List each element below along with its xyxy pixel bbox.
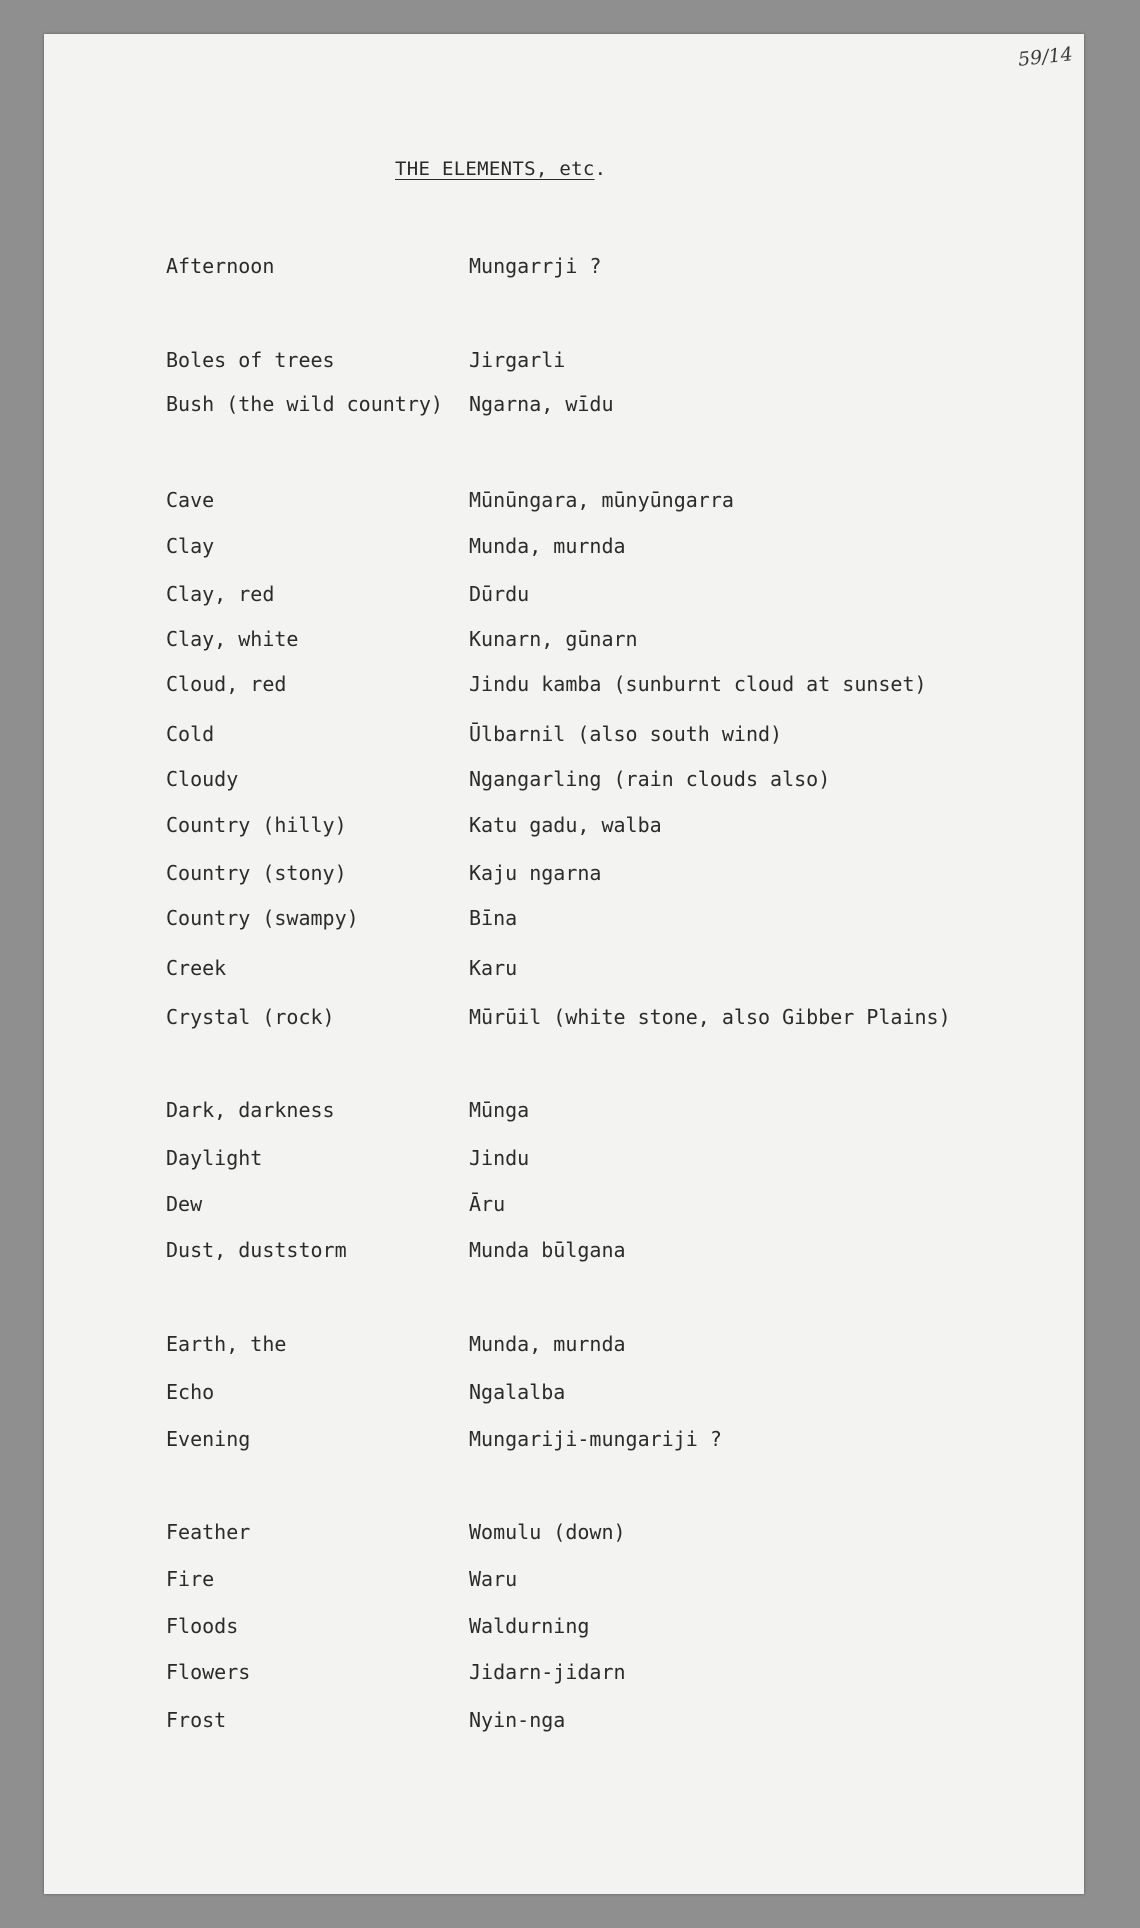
aboriginal-word: Jindu kamba (sunburnt cloud at sunset) [469,672,927,696]
aboriginal-word: Munda būlgana [469,1238,626,1262]
vocab-entry [0,392,1140,422]
english-term: Country (swampy) [166,906,359,930]
vocab-entry [0,1708,1140,1738]
english-term: Earth, the [166,1332,287,1356]
english-term: Cold [166,722,215,746]
english-term: Flowers [166,1660,251,1684]
title-punctuation: . [594,158,607,180]
english-term: Fire [166,1567,215,1591]
english-term: Bush (the wild country) [166,392,443,416]
english-term: Cave [166,488,215,512]
aboriginal-word: Āru [469,1192,506,1216]
vocab-entry [0,672,1140,702]
vocab-entry [0,627,1140,657]
vocab-entry [0,534,1140,564]
english-term: Cloud, red [166,672,287,696]
aboriginal-word: Mungariji-mungariji ? [469,1427,722,1451]
aboriginal-word: Waldurning [469,1614,590,1638]
vocab-entry [0,1614,1140,1644]
aboriginal-word: Mūnga [469,1098,530,1122]
vocab-entry [0,1098,1140,1128]
english-term: Echo [166,1380,215,1404]
aboriginal-word: Womulu (down) [469,1520,626,1544]
aboriginal-word: Karu [469,956,518,980]
vocab-entry [0,1567,1140,1597]
vocab-entry [0,1380,1140,1410]
english-term: Feather [166,1520,251,1544]
aboriginal-word: Munda, murnda [469,1332,626,1356]
aboriginal-word: Ngalalba [469,1380,566,1404]
english-term: Dust, duststorm [166,1238,347,1262]
english-term: Frost [166,1708,227,1732]
vocab-entry [0,813,1140,843]
aboriginal-word: Bīna [469,906,518,930]
vocab-entry [0,348,1140,378]
vocab-entry [0,1660,1140,1690]
vocab-entry [0,906,1140,936]
english-term: Boles of trees [166,348,335,372]
aboriginal-word: Dūrdu [469,582,530,606]
english-term: Country (stony) [166,861,347,885]
english-term: Country (hilly) [166,813,347,837]
vocab-entry [0,1192,1140,1222]
vocab-entry [0,1005,1140,1035]
aboriginal-word: Kunarn, gūnarn [469,627,638,651]
vocab-entry [0,582,1140,612]
english-term: Crystal (rock) [166,1005,335,1029]
vocab-entry [0,1332,1140,1362]
aboriginal-word: Kaju ngarna [469,861,602,885]
vocab-entry [0,1146,1140,1176]
english-term: Clay, white [166,627,299,651]
english-term: Cloudy [166,767,239,791]
english-term: Clay [166,534,215,558]
vocab-entry [0,1520,1140,1550]
english-term: Dark, darkness [166,1098,335,1122]
aboriginal-word: Ūlbarnil (also south wind) [469,722,783,746]
aboriginal-word: Ngarna, wīdu [469,392,614,416]
vocab-entry [0,767,1140,797]
folio-number: 59/14 [1017,43,1074,71]
vocab-entry [0,254,1140,284]
vocab-entry [0,861,1140,891]
english-term: Creek [166,956,227,980]
aboriginal-word: Ngangarling (rain clouds also) [469,767,831,791]
english-term: Dew [166,1192,203,1216]
vocab-entry [0,488,1140,518]
english-term: Floods [166,1614,239,1638]
vocab-entry [0,722,1140,752]
english-term: Evening [166,1427,251,1451]
english-term: Clay, red [166,582,275,606]
english-term: Daylight [166,1146,263,1170]
aboriginal-word: Jindu [469,1146,530,1170]
vocab-entry [0,956,1140,986]
title-text: THE ELEMENTS, etc [395,158,595,180]
aboriginal-word: Munda, murnda [469,534,626,558]
aboriginal-word: Katu gadu, walba [469,813,662,837]
aboriginal-word: Mūrūil (white stone, also Gibber Plains) [469,1005,951,1029]
aboriginal-word: Jirgarli [469,348,566,372]
vocab-entry [0,1427,1140,1457]
aboriginal-word: Jidarn-jidarn [469,1660,626,1684]
english-term: Afternoon [166,254,275,278]
aboriginal-word: Mungarrji ? [469,254,602,278]
page-title [395,158,606,180]
aboriginal-word: Mūnūngara, mūnyūngarra [469,488,734,512]
aboriginal-word: Waru [469,1567,518,1591]
aboriginal-word: Nyin-nga [469,1708,566,1732]
vocab-entry [0,1238,1140,1268]
